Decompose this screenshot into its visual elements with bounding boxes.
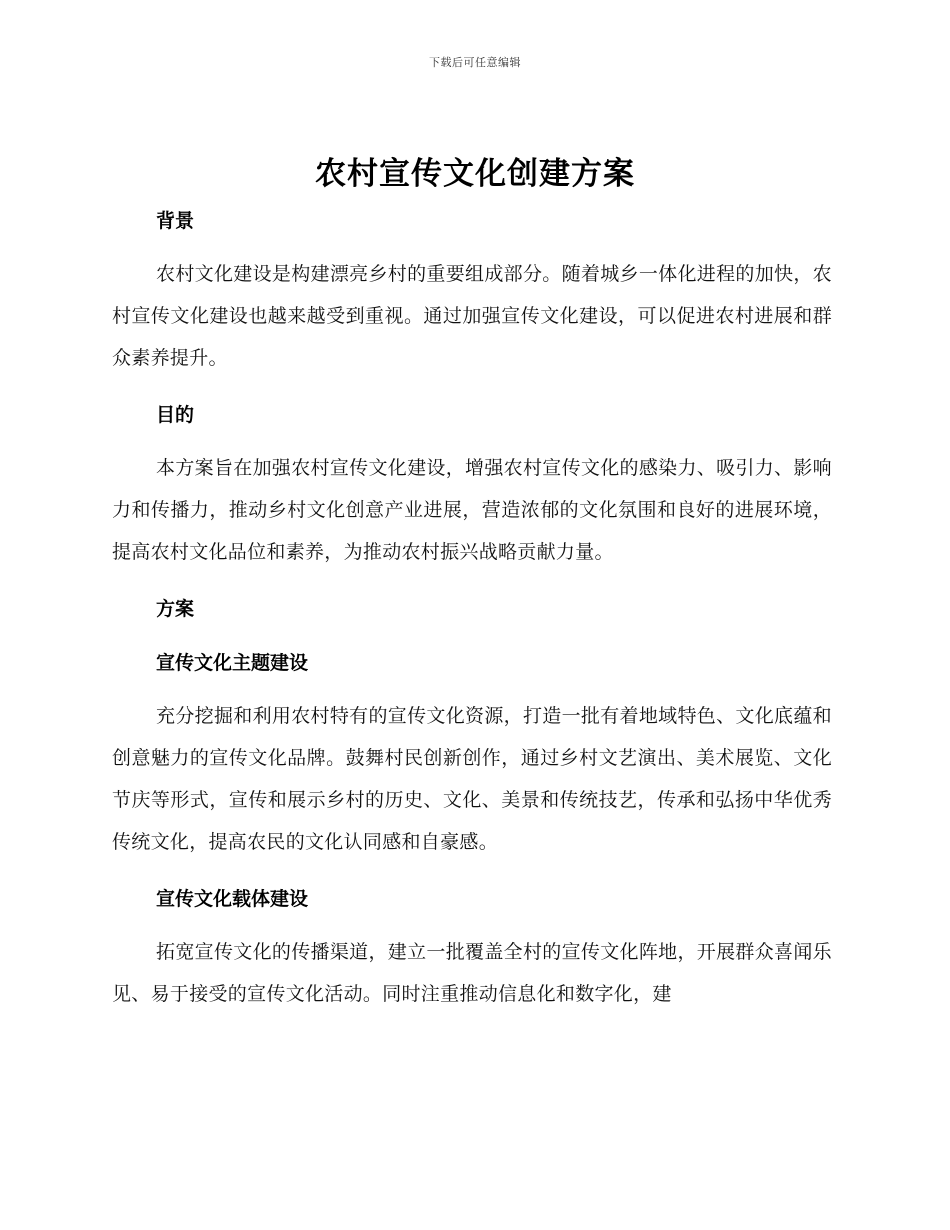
- section-heading-carrier: 宣传文化载体建设: [156, 888, 309, 910]
- section-heading-plan: 方案: [156, 598, 195, 620]
- paragraph-purpose: 本方案旨在加强农村宣传文化建设，增强农村宣传文化的感染力、吸引力、影响力和传播力，推动乡村文化创意产业进展，营造浓郁的文化氛围和良好的进展环境，提高农村文化品位和素养，为推动农村振兴战略贡献力量。: [112, 457, 832, 563]
- paragraph-carrier: 拓宽宣传文化的传播渠道，建立一批覆盖全村的宣传文化阵地，开展群众喜闻乐见、易于接受的宣传文化活动。同时注重推动信息化和数字化，建: [112, 941, 832, 1005]
- document-body: [112, 203, 832, 1015]
- section-heading-background: 背景: [156, 210, 195, 232]
- header-note: 下载后可任意编辑: [429, 56, 521, 69]
- section-heading-purpose: 目的: [156, 404, 195, 426]
- document-title: 农村宣传文化创建方案: [315, 156, 635, 192]
- paragraph-theme: 充分挖掘和利用农村特有的宣传文化资源，打造一批有着地域特色、文化底蕴和创意魅力的宣传文化品牌。鼓舞村民创新创作，通过乡村文艺演出、美术展览、文化节庆等形式，宣传和展示乡村的历史、文化、美景和传统技艺，传承和弘扬中华优秀传统文化，提高农民的文化认同感和自豪感。: [112, 705, 832, 853]
- section-heading-theme: 宣传文化主题建设: [156, 652, 309, 674]
- paragraph-background: 农村文化建设是构建漂亮乡村的重要组成部分。随着城乡一体化进程的加快，农村宣传文化建设也越来越受到重视。通过加强宣传文化建设，可以促进农村进展和群众素养提升。: [112, 263, 832, 369]
